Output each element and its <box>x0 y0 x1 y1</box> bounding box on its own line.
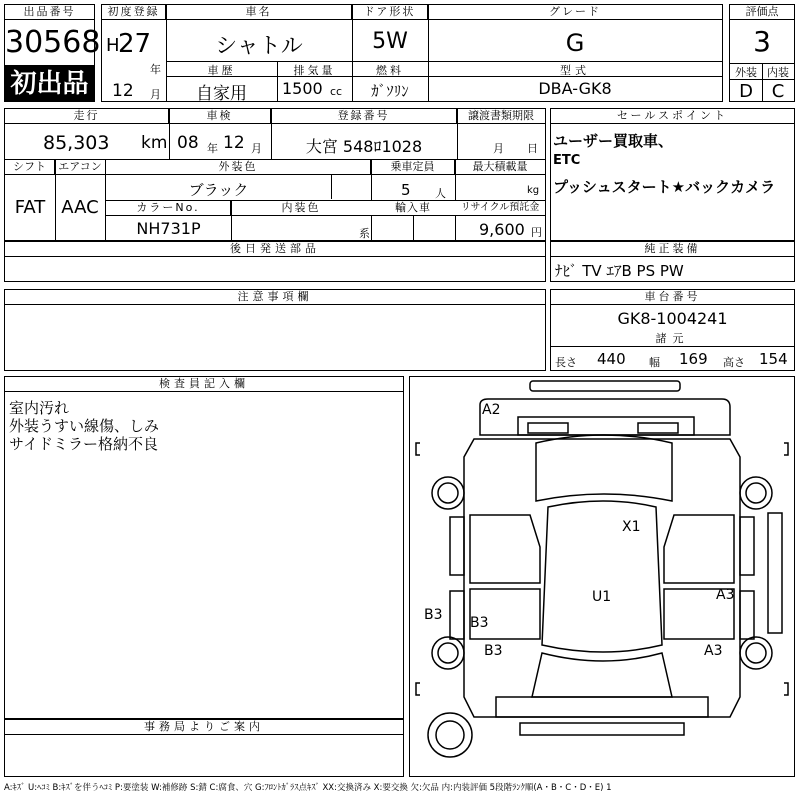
rear-right-wheel <box>740 637 772 669</box>
door-label: ドア形状 <box>352 5 428 20</box>
front-left-hub <box>438 483 458 503</box>
specs-label: 諸元 <box>551 332 794 347</box>
mileage-label: 走行 <box>5 109 169 124</box>
legend-text: A:ｷｽﾞ U:ﾍｺﾐ B:ｷｽﾞを伴うﾍｺﾐ P:要塗装 W:補修跡 S:錆 C:腐食、穴 G:ﾌﾛﾝﾄｶﾞﾗｽ点ｷｽﾞ XX:交換済み X:要交換 欠:欠品 内:内装評価 5段階ﾗﾝｸ順(A・B・C・D・E) 1 <box>4 783 612 793</box>
color-number: NH731P <box>136 219 201 238</box>
score-label: 評価点 <box>730 5 794 20</box>
front-right-hub <box>746 483 766 503</box>
width-value: 169 <box>679 350 708 368</box>
rear-hatch <box>532 653 672 697</box>
damage-mark: B3 <box>470 615 489 631</box>
right-front-door <box>664 515 734 583</box>
color-no-label: カラーNo. <box>106 201 231 216</box>
interior-color-unit: 系 <box>359 227 370 240</box>
first-listing-badge-text: 初出品 <box>10 69 89 99</box>
shift: FAT <box>14 197 46 218</box>
inspection-year: 08 <box>177 133 199 153</box>
width-label: 幅 <box>649 356 660 369</box>
era: H <box>106 35 120 56</box>
details-table <box>4 108 546 241</box>
left-front-door <box>470 515 540 583</box>
height-label: 高さ <box>723 356 745 369</box>
notes-box <box>4 289 546 371</box>
damage-mark: A2 <box>482 402 501 418</box>
exterior-grade: D <box>739 81 753 102</box>
reg-year-unit: 年 <box>150 63 161 76</box>
fuel-label: 燃料 <box>376 64 404 77</box>
length-value: 440 <box>597 350 626 368</box>
bracket <box>416 683 420 695</box>
score-box <box>729 4 795 102</box>
sales-point-line: ユーザー買取車、 <box>553 132 674 150</box>
capacity-unit: 人 <box>435 187 446 200</box>
hood <box>536 435 672 501</box>
exterior-label: 外装 <box>735 66 757 79</box>
ac-label: エアコン <box>55 160 105 175</box>
car-diagram <box>410 377 794 776</box>
first-registration-label: 初度登録 <box>102 5 166 20</box>
height-value: 154 <box>759 350 788 368</box>
car-name-label: 車名 <box>166 5 352 20</box>
inspection-month-unit: 月 <box>251 142 262 155</box>
equipment-label: 純正装備 <box>551 242 794 257</box>
plate-number: 大宮 548ﾛ1028 <box>305 137 423 156</box>
left-rocker <box>450 591 464 639</box>
inspector-note: 室内汚れ <box>9 399 70 417</box>
lot-number-box <box>4 4 101 66</box>
top-info-table <box>101 4 723 102</box>
length-label: 長さ <box>555 356 577 369</box>
grade-label: グレード <box>428 5 722 20</box>
capacity: 5 <box>401 181 411 199</box>
office-box <box>4 719 404 777</box>
spare-hub <box>436 721 464 749</box>
bracket <box>416 443 420 455</box>
bracket <box>784 683 788 695</box>
chassis-box <box>550 289 795 371</box>
interior-color-label: 内装色 <box>231 201 371 216</box>
damage-mark: U1 <box>592 589 612 605</box>
displacement-unit: cc <box>330 85 343 98</box>
reg-month-unit: 月 <box>150 88 161 101</box>
rear-left-hub <box>438 643 458 663</box>
displacement: 1500 <box>282 79 323 98</box>
interior-label: 内装 <box>767 66 789 79</box>
import-label: 輸入車 <box>371 201 455 216</box>
right-fender <box>740 517 754 575</box>
exterior-color: ブラック <box>188 181 249 199</box>
sales-points-label: セールスポイント <box>551 109 794 124</box>
recycle-label: リサイクル預託金 <box>455 201 545 216</box>
car-name: シャトル <box>215 34 303 59</box>
load-unit: kg <box>527 185 540 196</box>
fuel: ｶﾞｿﾘﾝ <box>371 82 409 100</box>
shift-label: シフト <box>5 160 55 175</box>
recycle-fee: 9,600 <box>479 220 525 239</box>
later-parts-box <box>4 241 546 282</box>
rear-right-hub <box>746 643 766 663</box>
load-label: 最大積載量 <box>455 160 545 175</box>
spare-wheel <box>428 713 472 757</box>
sales-point-line: プッシュスタート★バックカメラ <box>553 178 776 196</box>
transfer-month: 月 <box>493 142 504 155</box>
mileage-unit: km <box>141 133 168 153</box>
score: 3 <box>753 25 771 58</box>
inspection-month: 12 <box>223 133 245 153</box>
lot-number-label: 出品番号 <box>5 5 94 20</box>
history-label: 車歴 <box>207 64 236 77</box>
chassis-number: GK8-1004241 <box>617 309 728 328</box>
notes-label: 注意事項欄 <box>5 290 545 305</box>
grille-right <box>638 423 678 433</box>
sales-points-box <box>550 108 795 241</box>
vehicle-history: 自家用 <box>196 84 247 104</box>
reg-year: 27 <box>118 29 152 59</box>
plate-label: 登録番号 <box>271 109 457 124</box>
mileage: 85,303 <box>43 132 110 154</box>
inspector-note: 外装うすい線傷、しみ <box>9 417 160 435</box>
inspection-year-unit: 年 <box>207 142 218 155</box>
transfer-day: 日 <box>527 142 538 155</box>
damage-diagram <box>409 376 795 777</box>
interior-grade: C <box>771 81 785 102</box>
bracket <box>784 443 788 455</box>
inspector-label: 検査員記入欄 <box>5 377 403 392</box>
right-edge-panel <box>768 513 782 633</box>
damage-mark: A3 <box>716 587 735 603</box>
damage-mark: B3 <box>484 643 503 659</box>
roof <box>542 501 662 652</box>
model-label: 型式 <box>560 64 590 77</box>
inspector-note: サイドミラー格納不良 <box>9 435 158 453</box>
capacity-label: 乗車定員 <box>371 160 455 175</box>
grille-left <box>528 423 568 433</box>
left-rear-door <box>470 589 540 639</box>
rear-left-wheel <box>432 637 464 669</box>
left-fender <box>450 517 464 575</box>
sales-point-line: ETC <box>553 153 581 168</box>
rear-bumper <box>496 697 708 717</box>
damage-mark: A3 <box>704 643 723 659</box>
office-label: 事務局よりご案内 <box>5 720 403 735</box>
chassis-number-label: 車台番号 <box>551 290 794 305</box>
inspector-box <box>4 376 404 719</box>
roof-bar <box>530 381 680 391</box>
model-code: DBA-GK8 <box>538 79 612 98</box>
grade: G <box>565 29 585 57</box>
recycle-unit: 円 <box>531 226 542 239</box>
transfer-label: 譲渡書類期限 <box>457 109 545 124</box>
inspection-label: 車検 <box>169 109 271 124</box>
right-rocker <box>740 591 754 639</box>
front-right-wheel <box>740 477 772 509</box>
lot-number: 30568 <box>5 25 101 60</box>
body-outline <box>464 439 740 717</box>
damage-mark: X1 <box>622 519 641 535</box>
door-type: 5W <box>372 29 408 54</box>
later-parts-label: 後日発送部品 <box>5 242 545 257</box>
exterior-color-label: 外装色 <box>106 160 371 175</box>
equipment-box <box>550 241 795 282</box>
damage-mark: B3 <box>424 607 443 623</box>
reg-month: 12 <box>112 81 134 101</box>
front-left-wheel <box>432 477 464 509</box>
air-conditioner: AAC <box>61 197 99 218</box>
displacement-label: 排気量 <box>293 64 336 77</box>
rear-step <box>520 723 684 735</box>
equipment-value: ﾅﾋﾞ TV ｴｱB PS PW <box>555 262 684 280</box>
